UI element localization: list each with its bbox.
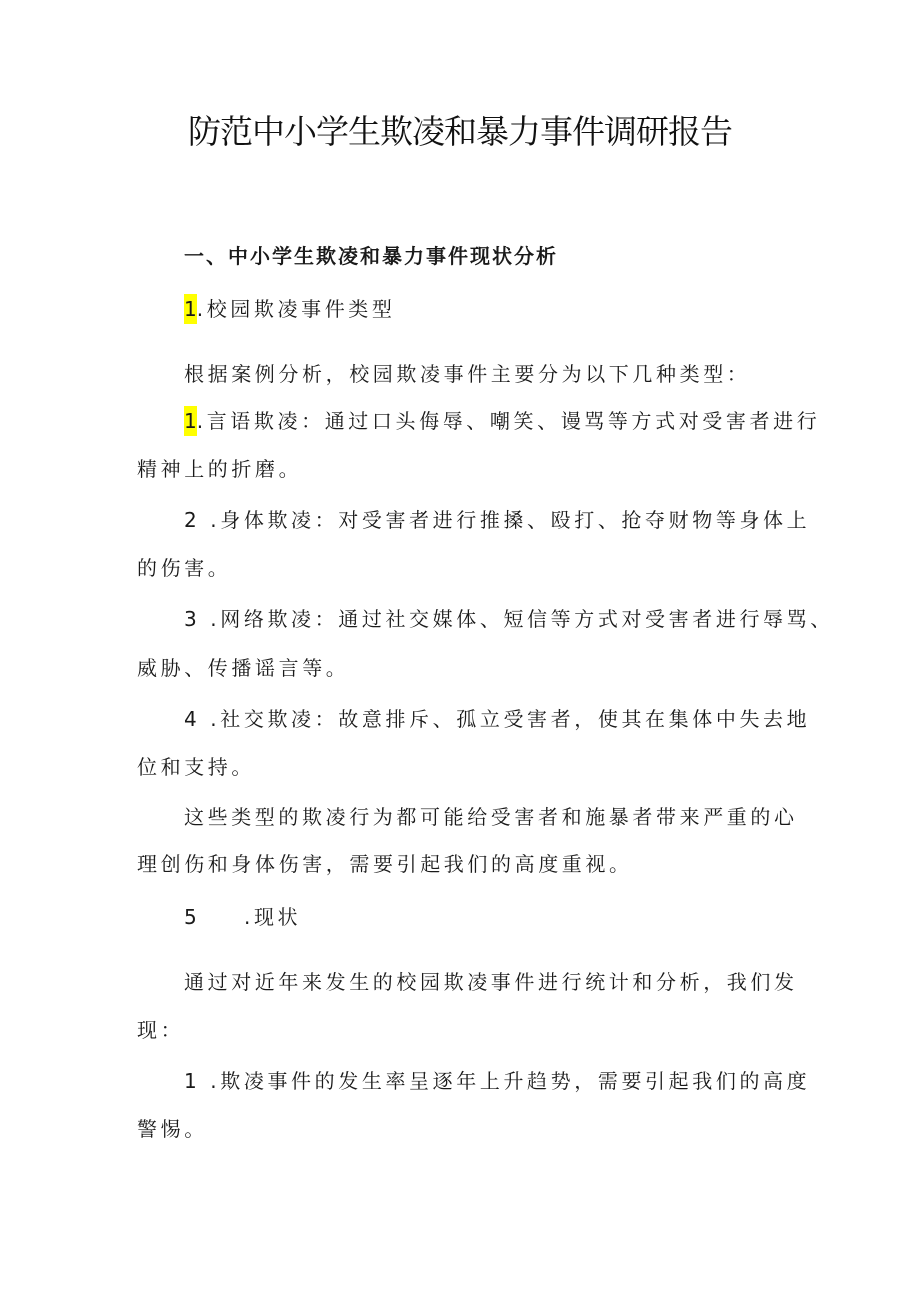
intro-paragraph: 根据案例分析，校园欺凌事件主要分为以下几种类型： xyxy=(184,362,751,386)
type1-line1 xyxy=(184,406,820,436)
type1-line2: 精神上的折磨。 xyxy=(137,457,303,481)
finding1-line2: 警惕。 xyxy=(137,1117,208,1141)
subsection-heading-status xyxy=(184,902,301,932)
type4-line2: 位和支持。 xyxy=(137,755,255,779)
section-heading: 一、中小学生欺凌和暴力事件现状分析 xyxy=(184,244,558,268)
type3-line2: 威胁、传播谣言等。 xyxy=(137,656,350,680)
summary-line2: 理创伤和身体伤害，需要引起我们的高度重视。 xyxy=(137,852,633,876)
type1-text: .言语欺凌：通过口头侮辱、嘲笑、谩骂等方式对受害者进行 xyxy=(196,409,821,433)
document-title: 防范中小学生欺凌和暴力事件调研报告 xyxy=(188,112,732,151)
highlighted-number: 1 xyxy=(184,406,197,436)
finding1-line1: 1 .欺凌事件的发生率呈逐年上升趋势，需要引起我们的高度 xyxy=(184,1069,811,1093)
subsection-number: 5 xyxy=(184,905,197,929)
type4-line1: 4 .社交欺凌：故意排斥、孤立受害者，使其在集体中失去地 xyxy=(184,707,811,731)
type3-line1: 3 .网络欺凌：通过社交媒体、短信等方式对受害者进行辱骂、 xyxy=(184,607,834,631)
status-intro-line1: 通过对近年来发生的校园欺凌事件进行统计和分析，我们发 xyxy=(184,970,798,994)
subsection-heading-text: .校园欺凌事件类型 xyxy=(196,297,396,321)
status-intro-line2: 现： xyxy=(137,1018,185,1042)
type2-line2: 的伤害。 xyxy=(137,556,232,580)
type2-line1: 2 .身体欺凌：对受害者进行推搡、殴打、抢夺财物等身体上 xyxy=(184,508,811,532)
highlighted-number: 1 xyxy=(184,294,197,324)
summary-line1: 这些类型的欺凌行为都可能给受害者和施暴者带来严重的心 xyxy=(184,805,798,829)
subsection-heading-text: .现状 xyxy=(244,905,302,929)
subsection-heading-types xyxy=(184,294,396,324)
